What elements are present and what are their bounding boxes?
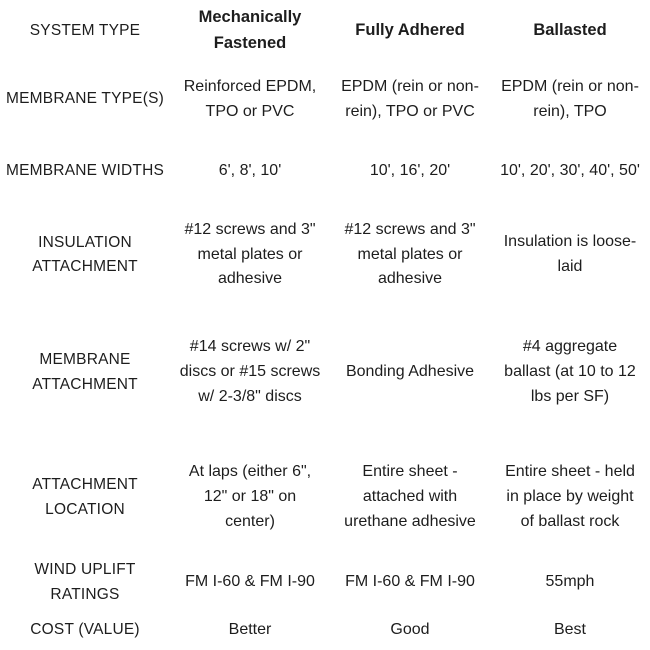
table-cell: 6', 8', 10' [218, 161, 282, 179]
table-cell: At laps (either 6", 12" or 18" on center) [188, 463, 312, 530]
table-row [0, 305, 650, 440]
table-cell: 10', 16', 20' [369, 161, 451, 179]
row-label-membrane-attachment: MEMBRANE ATTACHMENT [32, 351, 138, 393]
table-row [0, 137, 650, 205]
row-label-attachment-location: ATTACHMENT LOCATION [32, 476, 138, 518]
row-label-wind-uplift-ratings: WIND UPLIFT RATINGS [34, 561, 136, 603]
row-label-membrane-widths: MEMBRANE WIDTHS [6, 161, 164, 179]
row-label-cost-value: COST (VALUE) [30, 620, 140, 638]
table-cell: Reinforced EPDM, TPO or PVC [183, 77, 317, 120]
table-header-row [0, 0, 650, 62]
table-row [0, 62, 650, 137]
row-label-membrane-types: MEMBRANE TYPE(S) [6, 90, 164, 108]
table-cell: Insulation is loose-laid [503, 233, 637, 275]
table-row [0, 440, 650, 555]
table-cell: Good [390, 620, 430, 638]
table-cell: 10', 20', 30', 40', 50' [500, 161, 640, 179]
table-cell: Better [228, 620, 272, 638]
table-cell: EPDM (rein or non-rein), TPO or PVC [341, 77, 479, 120]
table-cell: Best [553, 620, 586, 638]
table-cell: FM I-60 & FM I-90 [345, 573, 475, 591]
table-row [0, 205, 650, 305]
table-cell: Entire sheet - held in place by weight of ballast rock [505, 463, 635, 530]
table-row [0, 555, 650, 610]
column-header-mechanically-fastened: Mechanically Fastened [198, 8, 302, 52]
table-cell: FM I-60 & FM I-90 [185, 573, 315, 591]
table-cell: #12 screws and 3" metal plates or adhesive [184, 220, 316, 288]
table-cell: #14 screws w/ 2" discs or #15 screws w/ 2-3/8" discs [179, 338, 321, 405]
table-cell: Bonding Adhesive [345, 363, 475, 381]
row-label-insulation-attachment: INSULATION ATTACHMENT [32, 233, 138, 275]
table-cell: EPDM (rein or non-rein), TPO [501, 77, 639, 120]
table-cell: #4 aggregate ballast (at 10 to 12 lbs per SF) [504, 338, 636, 405]
table-row [0, 610, 650, 650]
table-cell: #12 screws and 3" metal plates or adhesive [344, 220, 476, 288]
column-header-fully-adhered: Fully Adhered [355, 21, 465, 40]
corner-label: SYSTEM TYPE [29, 21, 141, 39]
table-cell: Entire sheet - attached with urethane adhesive [344, 463, 476, 530]
table-cell: 55mph [545, 573, 595, 591]
column-header-ballasted: Ballasted [533, 21, 607, 40]
